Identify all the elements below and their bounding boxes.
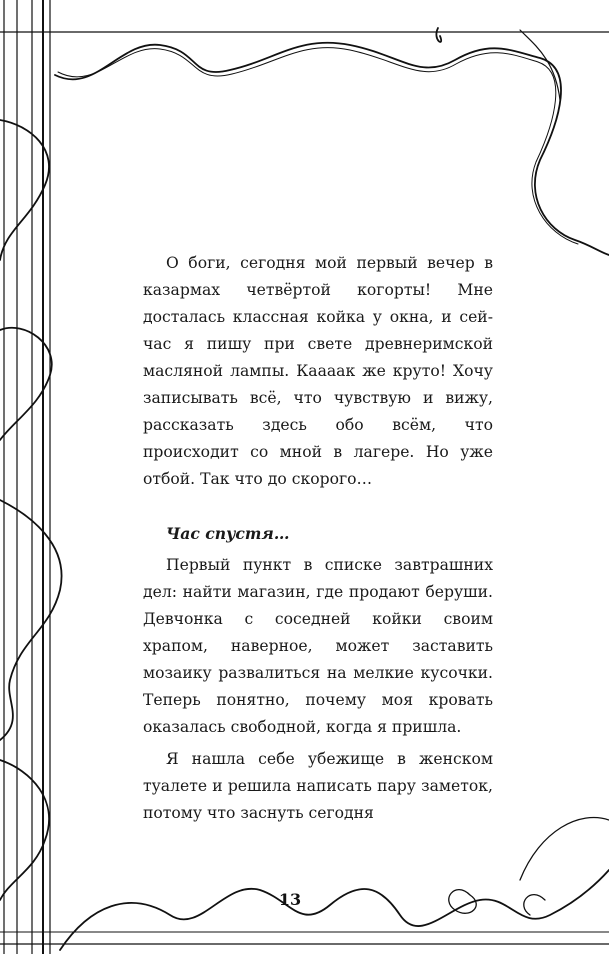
ribbon-left: [0, 500, 62, 740]
ribbon-loop: [524, 895, 545, 915]
ribbon-curl: [436, 28, 441, 42]
section-heading: Час спустя…: [166, 524, 290, 543]
ribbon-bottom-right: [520, 818, 609, 881]
ribbon-left: [0, 760, 49, 900]
ribbon-top: [55, 43, 609, 255]
paragraph: Я нашла себе убежище в женском туалете и решила написать пару заметок, потому что заснуть сегодня: [143, 750, 493, 822]
paragraph: Первый пункт в списке завтрашних дел: найти магазин, где продают беруши. Девчонка с соседней койки своим храпом, наверное, может застaвить мозаику развалиться на мелкие кусочки. Теперь понятно, почему моя кровать оказалась свободной, когда я пришла.: [143, 556, 493, 736]
ribbon-top-right: [520, 30, 560, 100]
page-text-body: [143, 250, 493, 827]
ribbon-left: [0, 120, 49, 260]
ribbon-top-shadow: [58, 48, 578, 244]
page-number: 13: [278, 890, 302, 909]
paragraph: О боги, сегодня мой первый вечер в казармах четвёртой когорты! Мне досталась классная койка у окна, и сейчас я пишу при свете древнеримской масляной лампы. Кааaак же круто! Хочу записывать всё, что чувствую и вижу, рассказать здесь обо всём, что происходит со мной в лагере. Но уже отбой. Так что до скорого…: [143, 254, 493, 488]
ribbon-bottom: [60, 870, 609, 950]
